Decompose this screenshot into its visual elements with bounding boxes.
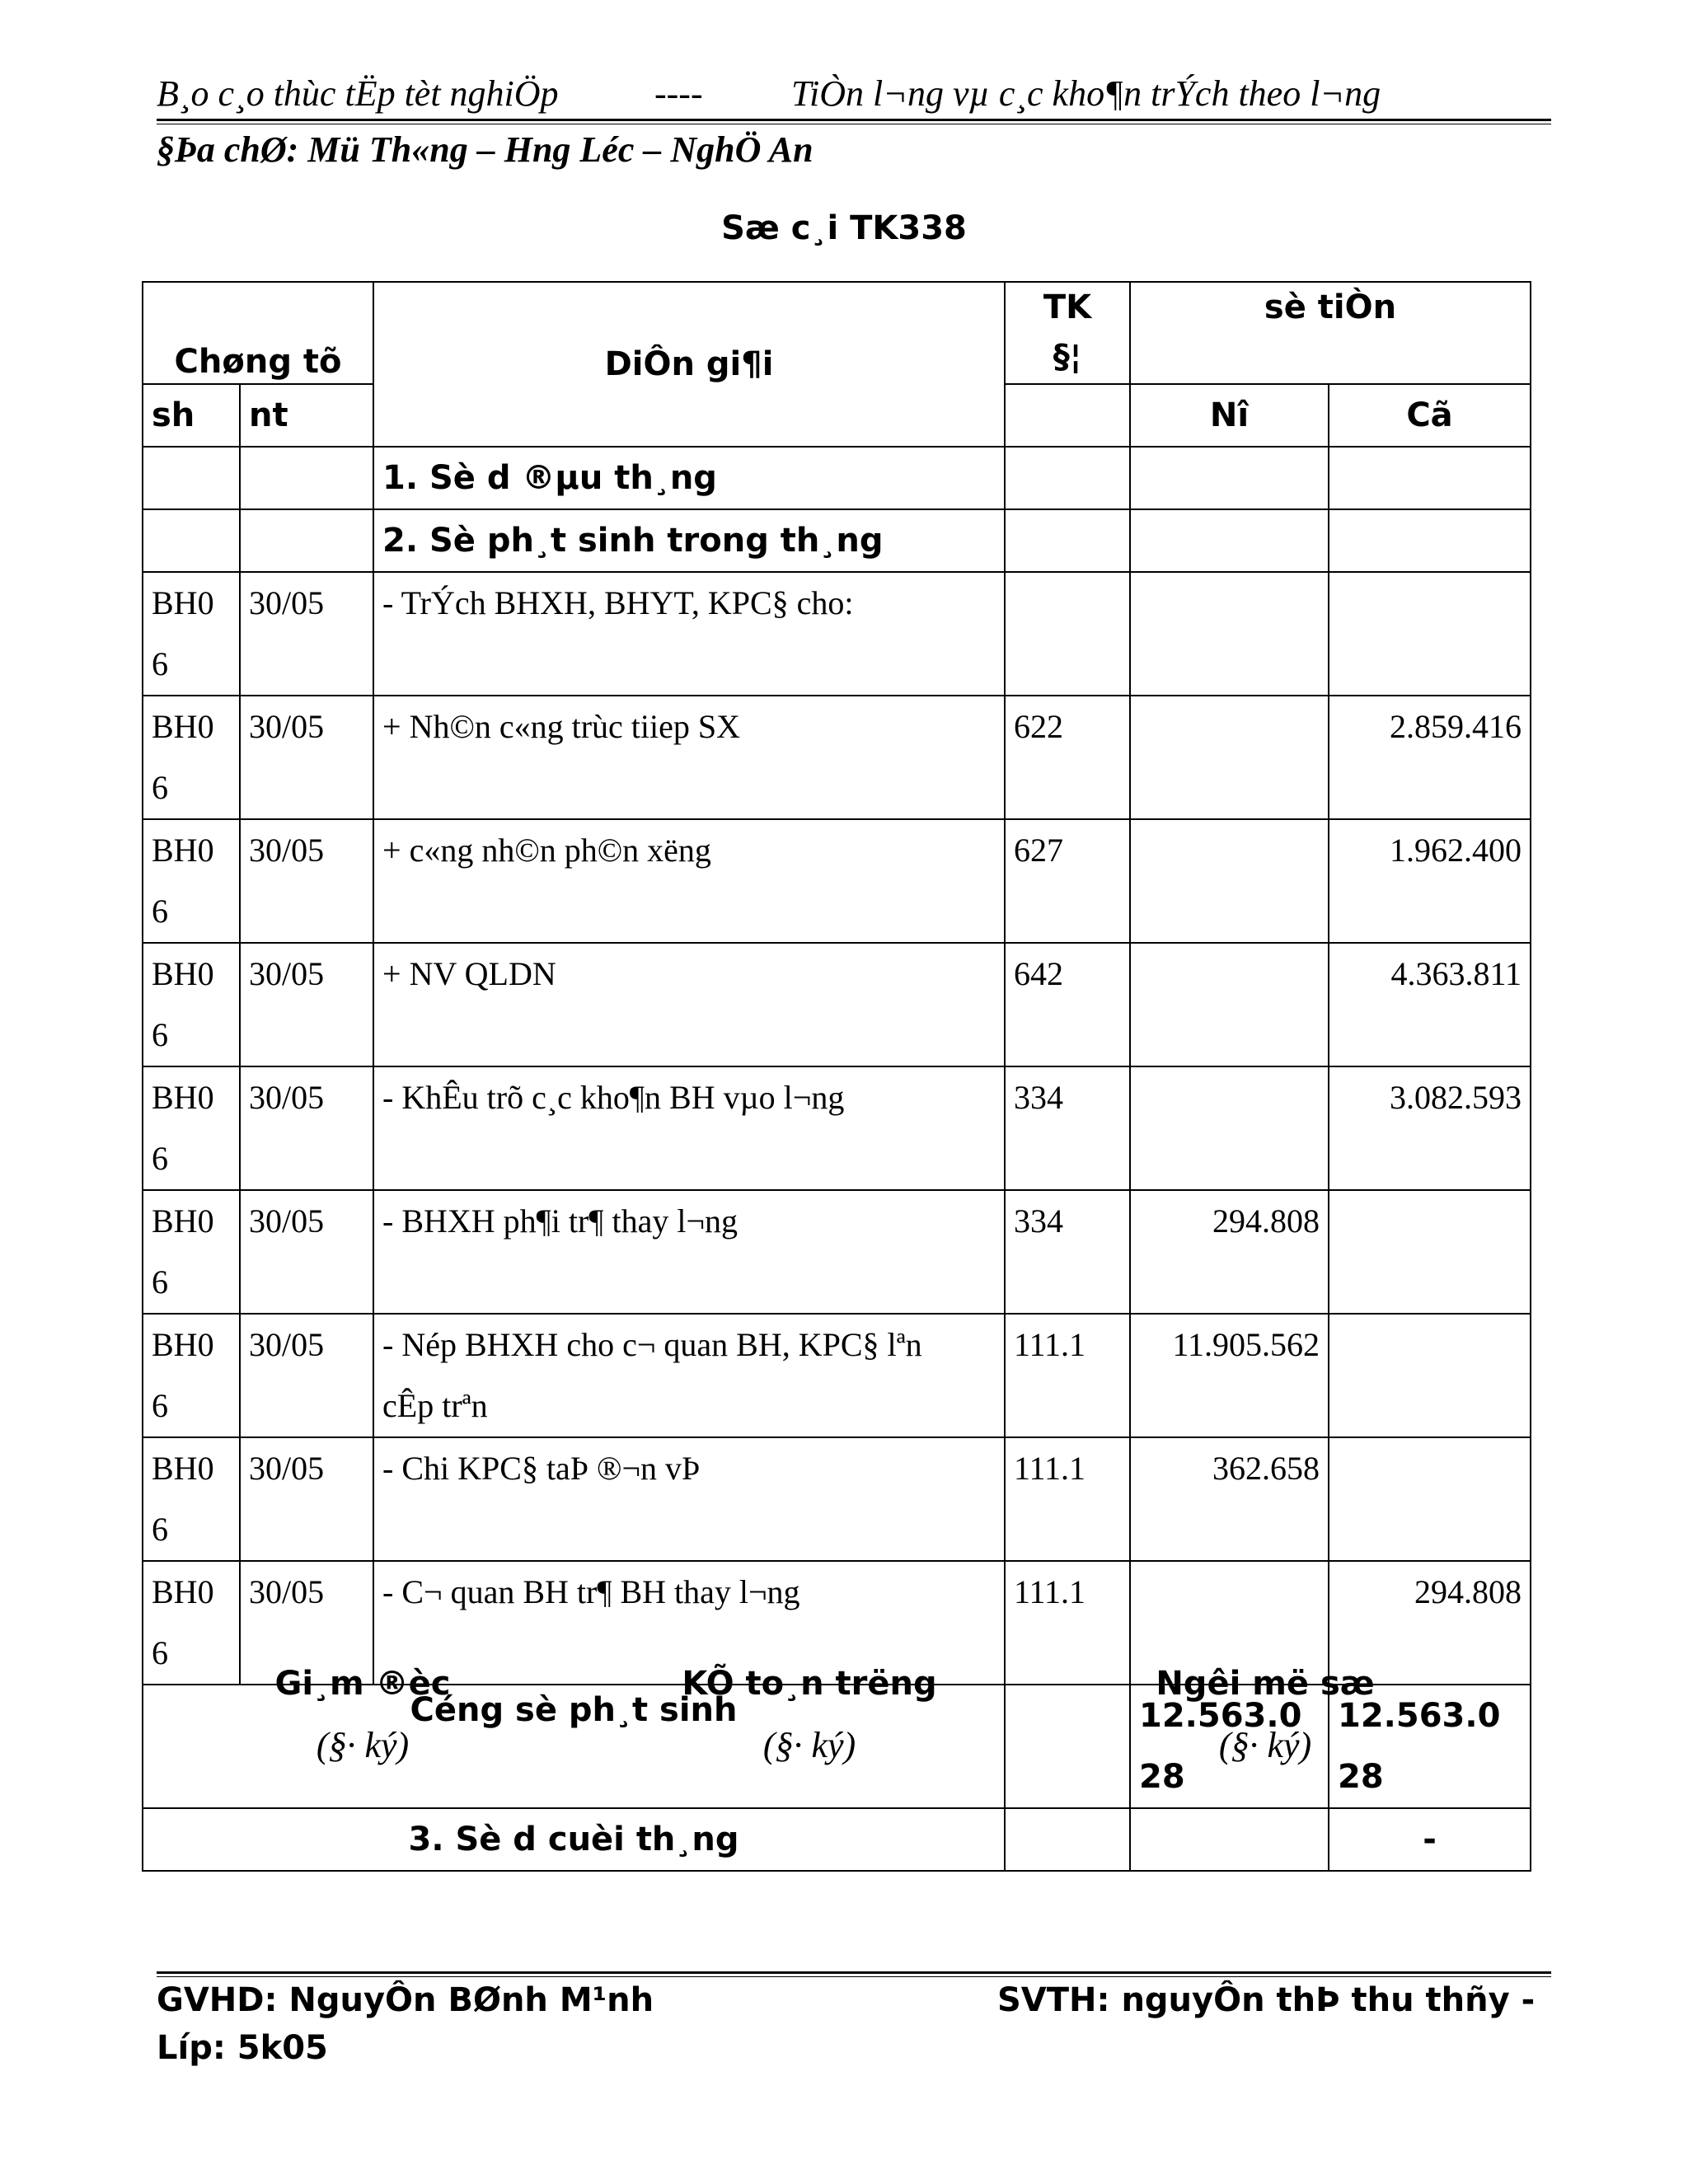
closing-balance-label: 3. Sè d cuèi th¸ng [143,1808,1005,1871]
footer-rule-thin [157,1976,1551,1977]
arising-label: 2. Sè ph¸t sinh trong th¸ng [373,509,1005,572]
closing-balance-row [143,1808,1531,1871]
table-row [143,819,1531,943]
cell-sh [143,819,240,943]
cell-credit: 3.082.593 [1329,1066,1531,1190]
arising-row [143,509,1531,572]
table-row [143,1314,1531,1437]
cell-account: 111.1 [1005,1314,1130,1437]
cell-debit [1130,696,1329,819]
col-header-voucher: Chøng tõ [143,282,373,384]
cell-debit [1130,819,1329,943]
footer-student: SVTH: nguyÔn thÞ thu thñy - [997,1981,1536,2019]
cell-sh [143,1314,240,1437]
cell-description-line1: - KhÊu trõ c¸c kho¶n BH vµo l¬ng [382,1079,845,1116]
ledger-table [142,281,1531,1872]
cell-credit [1329,1437,1531,1561]
col-header-sh: sh [143,384,240,447]
cell-sh-line1: BH0 [152,1202,214,1240]
cell-nt: 30/05 [240,943,373,1066]
cell-description-line1: + NV QLDN [382,955,556,992]
col-header-amount: sè tiÒn [1130,282,1531,384]
table-row [143,1437,1531,1561]
cell-sh [143,943,240,1066]
footer-advisor: GVHD: NguyÔn BØnh M¹nh [157,1981,654,2019]
cell-description-line1: - Chi KPC§ taÞ ®¬n vÞ [382,1450,701,1487]
signature-note: (§· ký) [762,1725,856,1765]
opening-balance-row [143,447,1531,509]
cell-description-line1: - BHXH ph¶i tr¶ thay l¬ng [382,1202,738,1240]
cell-debit: 11.905.562 [1130,1314,1329,1437]
header-rule [157,119,1551,121]
cell-description [373,572,1005,696]
cell-sh [143,572,240,696]
cell-sh [143,1190,240,1314]
cell-sh-line2: 6 [152,769,168,806]
signature-chief-accountant [603,1665,1015,1766]
cell-description [373,943,1005,1066]
opening-balance-label: 1. Sè d ®µu th¸ng [373,447,1005,509]
cell-sh-line2: 6 [152,1140,168,1177]
page-title: Sæ c¸i TK338 [721,209,967,247]
closing-credit: - [1329,1808,1531,1871]
empty-cell [1005,384,1130,447]
cell-debit [1130,572,1329,696]
cell-nt: 30/05 [240,1437,373,1561]
signature-ledger-keeper [1059,1665,1471,1766]
cell-account [1005,572,1130,696]
cell-sh-line2: 6 [152,893,168,930]
footer-class: Líp: 5k05 [157,2029,328,2067]
cell-description-line1: - C¬ quan BH tr¶ BH thay l¬ng [382,1573,800,1610]
cell-account: 111.1 [1005,1561,1130,1685]
total-credit-line1: 12.563.0 [1338,1697,1501,1735]
cell-credit: 4.363.811 [1329,943,1531,1066]
cell-description-line1: - Nép BHXH cho c¬ quan BH, KPC§ lªn [382,1326,922,1363]
cell-sh-line1: BH0 [152,955,214,992]
cell-sh-line2: 6 [152,645,168,682]
cell-account: 334 [1005,1066,1130,1190]
cell-sh-line1: BH0 [152,1326,214,1363]
cell-sh-line1: BH0 [152,708,214,745]
cell-description [373,1437,1005,1561]
cell-account: 334 [1005,1190,1130,1314]
cell-account: 642 [1005,943,1130,1066]
header-separator: ---- [654,73,703,114]
cell-description [373,1314,1005,1437]
table-row [143,1190,1531,1314]
col-header-account-line2: §¦ [1053,338,1082,376]
table-row [143,572,1531,696]
cell-sh-line2: 6 [152,1634,168,1671]
cell-sh-line2: 6 [152,1511,168,1548]
total-debit-line1: 12.563.0 [1139,1697,1302,1735]
cell-description [373,1190,1005,1314]
cell-debit: 362.658 [1130,1437,1329,1561]
cell-sh [143,1437,240,1561]
address: §Þa chØ: Mü Th«ng – Hng Léc – NghÖ An [157,129,814,170]
signature-role: Ngêi më sæ [1156,1665,1375,1703]
cell-nt: 30/05 [240,696,373,819]
cell-nt: 30/05 [240,1066,373,1190]
cell-nt: 30/05 [240,1561,373,1685]
cell-sh-line1: BH0 [152,1079,214,1116]
cell-sh [143,1066,240,1190]
cell-description-line1: + Nh©n c«ng trùc tiiep SX [382,708,741,745]
signature-role: KÕ to¸n trëng [682,1665,937,1703]
cell-description-line1: + c«ng nh©n ph©n xëng [382,832,711,869]
cell-description-line1: - TrÝch BHXH, BHYT, KPC§ cho: [382,584,854,621]
cell-nt: 30/05 [240,819,373,943]
cell-credit [1329,1190,1531,1314]
col-header-debit: Nî [1130,384,1329,447]
cell-sh-line1: BH0 [152,584,214,621]
signature-note: (§· ký) [1218,1725,1312,1765]
cell-sh-line2: 6 [152,1387,168,1424]
cell-debit [1130,1066,1329,1190]
cell-account: 111.1 [1005,1437,1130,1561]
cell-debit: 294.808 [1130,1190,1329,1314]
cell-credit: 1.962.400 [1329,819,1531,943]
cell-description-line2: cÊp trªn [382,1387,488,1424]
total-label: Céng sè ph¸t sinh [143,1685,1005,1808]
cell-sh-line1: BH0 [152,832,214,869]
table-row [143,1066,1531,1190]
cell-sh [143,696,240,819]
table-header-row [143,282,1531,384]
cell-nt: 30/05 [240,1314,373,1437]
total-debit-line2: 28 [1139,1758,1185,1796]
header-left-title: B¸o c¸o thùc tËp tèt nghiÖp [157,73,559,114]
col-header-account [1005,282,1130,384]
cell-account: 622 [1005,696,1130,819]
col-header-account-line1: TK [1043,288,1092,326]
col-header-description: DiÔn gi¶i [373,282,1005,447]
header-right-title: TiÒn l¬ng vµ c¸c kho¶n trÝch theo l¬ng [791,73,1381,114]
signature-role: Gi¸m ®èc [274,1665,451,1703]
cell-description [373,819,1005,943]
cell-nt: 30/05 [240,1190,373,1314]
cell-sh-line2: 6 [152,1263,168,1301]
signature-director [157,1665,569,1766]
cell-credit [1329,1314,1531,1437]
cell-credit: 294.808 [1329,1561,1531,1685]
col-header-nt: nt [240,384,373,447]
cell-nt: 30/05 [240,572,373,696]
cell-sh-line1: BH0 [152,1573,214,1610]
cell-account: 627 [1005,819,1130,943]
cell-sh-line2: 6 [152,1016,168,1053]
table-row [143,943,1531,1066]
signature-note: (§· ký) [316,1725,410,1765]
cell-credit: 2.859.416 [1329,696,1531,819]
col-header-credit: Cã [1329,384,1531,447]
cell-description [373,696,1005,819]
cell-sh-line1: BH0 [152,1450,214,1487]
footer-rule [157,1971,1551,1974]
cell-description [373,1066,1005,1190]
total-credit-line2: 28 [1338,1758,1384,1796]
cell-debit [1130,943,1329,1066]
table-row [143,696,1531,819]
cell-credit [1329,572,1531,696]
